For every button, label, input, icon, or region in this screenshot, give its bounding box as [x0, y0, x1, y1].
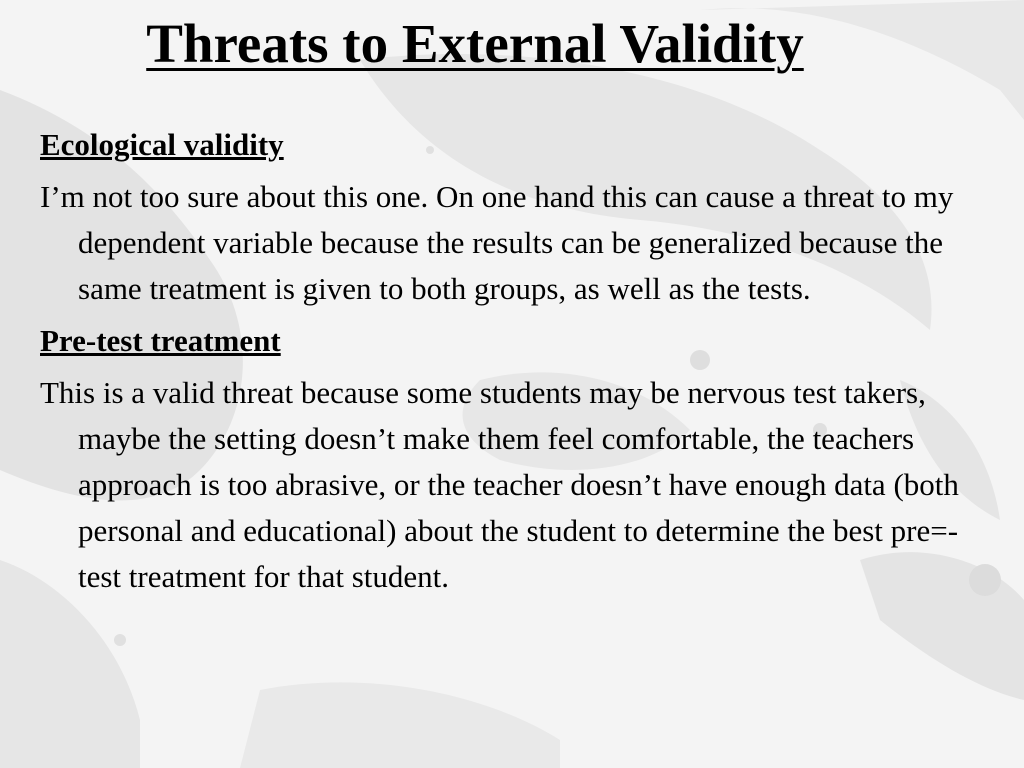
section-heading-pre-test-treatment: Pre-test treatment [40, 323, 281, 358]
section-body-pre-test-treatment: This is a valid threat because some students may be nervous test takers, maybe the setting doesn’t make them feel comfortable, the teachers approach is too abrasive, or the teacher doesn’t have enough data (both personal and educational) about the student to determine the best pre=-test treatment for that student. [40, 375, 959, 594]
slide-content [40, 122, 970, 606]
slide-title: Threats to External Validity [146, 13, 804, 74]
section-body-ecological-validity: I’m not too sure about this one. On one hand this can cause a threat to my dependent variable because the results can be generalized because the same treatment is given to both groups, as well as the tests. [40, 179, 954, 306]
section-heading-ecological-validity: Ecological validity [40, 127, 284, 162]
